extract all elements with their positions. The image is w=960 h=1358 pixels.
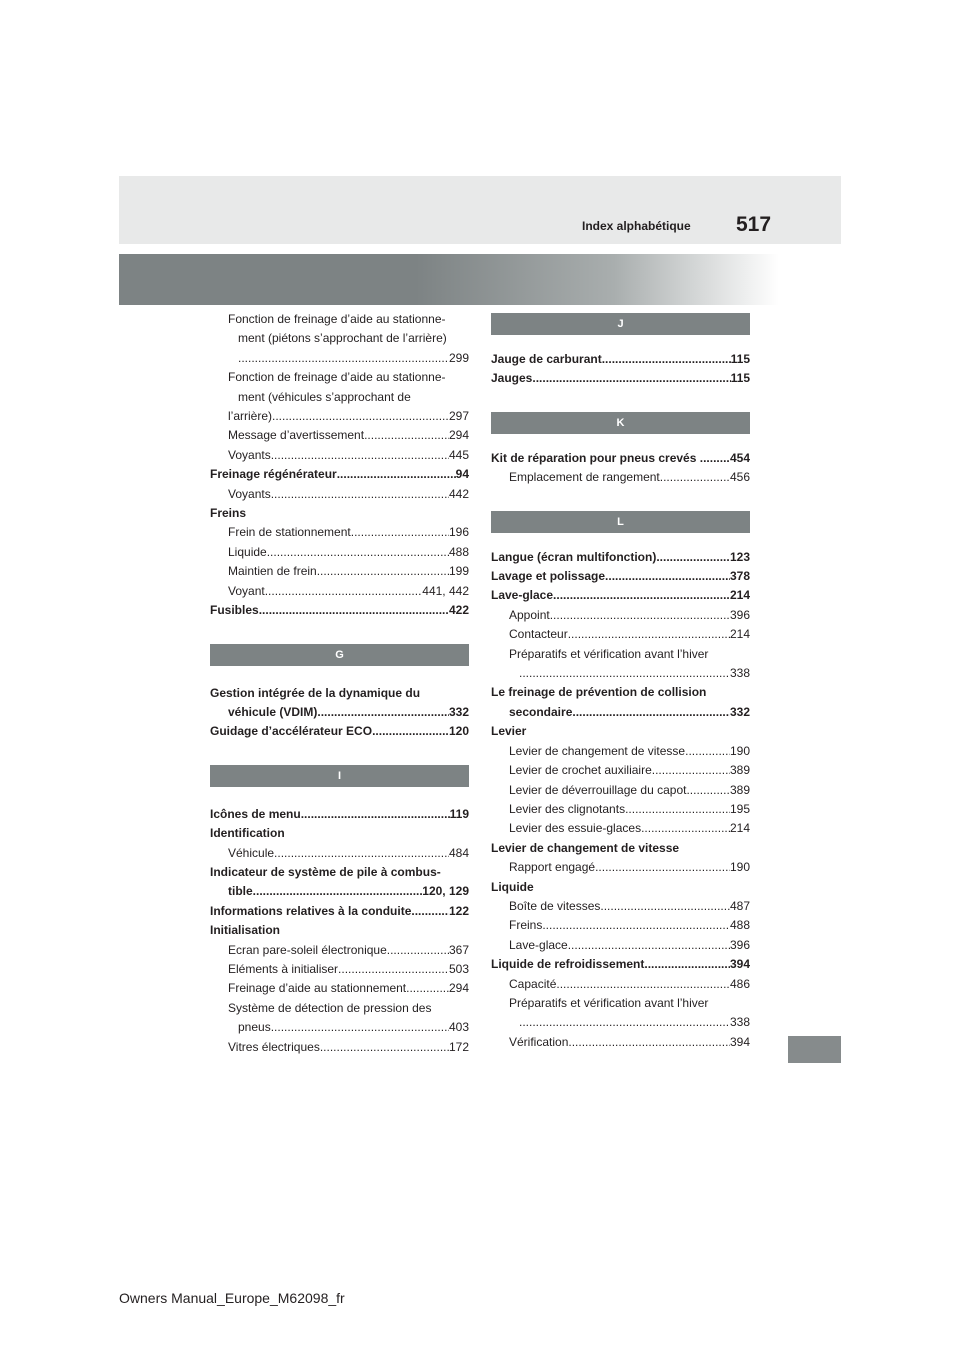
index-entry-page: 120 xyxy=(448,724,469,739)
dot-leader xyxy=(274,844,449,863)
index-section-header: L xyxy=(491,511,750,533)
index-entry xyxy=(210,388,469,407)
index-entry-label: secondaire xyxy=(509,704,573,719)
index-entry-label: Eléments à initialiser xyxy=(228,961,339,976)
index-entry xyxy=(210,426,469,445)
index-entry-label: Jauges xyxy=(491,371,533,386)
index-entry xyxy=(491,625,750,644)
index-entry-page: 487 xyxy=(729,898,750,913)
index-entry-label: ment (piétons s’approchant de l’arrière) xyxy=(238,331,447,346)
index-entry-page: 441, 442 xyxy=(422,583,469,598)
index-entry-page: 394 xyxy=(729,957,750,972)
index-entry xyxy=(491,936,750,955)
dot-leader xyxy=(600,897,730,916)
dot-leader xyxy=(320,1038,449,1057)
index-entry xyxy=(210,465,469,484)
index-entry-page: 214 xyxy=(729,588,750,603)
index-entry xyxy=(210,960,469,979)
index-entry-label: Voyant xyxy=(228,583,265,598)
dot-leader xyxy=(686,781,730,800)
index-entry xyxy=(491,975,750,994)
index-entry-label: Frein de stationnement xyxy=(228,525,351,540)
index-entry xyxy=(491,1013,750,1032)
index-entry-label: Icônes de menu xyxy=(210,806,301,821)
index-entry-page: 299 xyxy=(448,350,469,365)
page-title: Index alphabétique xyxy=(582,219,691,233)
dot-leader xyxy=(272,407,449,426)
index-entry xyxy=(210,805,469,824)
index-entry xyxy=(210,921,469,940)
index-entry xyxy=(210,882,469,901)
index-entry-label: Contacteur xyxy=(509,627,568,642)
index-entry-page: 378 xyxy=(729,569,750,584)
index-entry xyxy=(491,645,750,664)
index-entry-label: Liquide xyxy=(491,879,534,894)
index-entry-label: Levier de changement de vitesse xyxy=(491,840,680,855)
index-entry-page: 115 xyxy=(730,371,750,386)
dot-leader xyxy=(372,722,449,741)
index-entry xyxy=(491,722,750,741)
index-entry-label: ment (véhicules s’approchant de xyxy=(238,389,411,404)
index-entry-page: 123 xyxy=(729,549,750,564)
index-entry-label: Système de détection de pression des xyxy=(228,1000,432,1015)
index-entry-page: 294 xyxy=(448,981,469,996)
index-entry xyxy=(491,781,750,800)
index-entry-label: Guidage d’accélérateur ECO xyxy=(210,724,373,739)
index-entry-page: 115 xyxy=(730,352,750,366)
index-entry xyxy=(491,800,750,819)
index-entry xyxy=(491,955,750,974)
index-entry-page: 396 xyxy=(729,937,750,952)
index-entry xyxy=(491,703,750,722)
index-entry-label: Levier xyxy=(491,724,527,739)
index-entry-label: Vérification xyxy=(509,1034,569,1049)
index-entry-label: pneus xyxy=(238,1020,271,1035)
index-section-header: G xyxy=(210,644,469,666)
dot-leader xyxy=(338,960,449,979)
dot-leader xyxy=(568,625,730,644)
index-entry-label: Levier des essuie-glaces xyxy=(509,821,642,836)
dot-leader xyxy=(253,882,423,901)
index-entry-page: 332 xyxy=(729,704,750,719)
index-entry xyxy=(210,999,469,1018)
index-entry-page: 122 xyxy=(448,903,469,918)
index-entry xyxy=(210,407,469,426)
index-entry xyxy=(491,350,750,369)
index-entry-page: 214 xyxy=(729,821,750,836)
index-entry xyxy=(210,504,469,523)
index-entry-label: Kit de réparation pour pneus crevés . xyxy=(491,450,704,465)
index-entry-label: Freins xyxy=(509,918,543,933)
index-entry-label: l’arrière) xyxy=(228,409,273,424)
dot-leader xyxy=(644,955,730,974)
dot-leader xyxy=(271,485,449,504)
index-entry-page: 442 xyxy=(448,486,469,501)
index-entry-page: 94 xyxy=(455,467,469,482)
dot-leader xyxy=(406,979,449,998)
dot-leader xyxy=(550,606,730,625)
index-entry-page: 190 xyxy=(729,743,750,758)
index-entry-label: Préparatifs et vérification avant l’hiver xyxy=(509,646,709,661)
index-entry xyxy=(491,664,750,683)
index-entry xyxy=(210,844,469,863)
dot-leader xyxy=(271,446,449,465)
index-entry-label: Levier de déverrouillage du capot xyxy=(509,782,687,797)
header-band xyxy=(119,176,841,244)
dot-leader xyxy=(519,1013,730,1032)
index-entry-label: Levier de changement de vitesse xyxy=(509,743,686,758)
index-entry xyxy=(491,1033,750,1052)
index-entry xyxy=(491,858,750,877)
index-entry-label: Freinage d’aide au stationnement xyxy=(228,981,407,996)
dot-leader xyxy=(411,902,449,921)
index-entry-label: Jauge de carburant xyxy=(491,352,602,366)
index-entry-label: Capacité xyxy=(509,976,557,991)
index-entry-label: Freins xyxy=(210,506,247,521)
index-entry xyxy=(210,941,469,960)
index-entry-page: 196 xyxy=(448,525,469,540)
index-section-header: K xyxy=(491,412,750,434)
index-entry-label: Liquide de refroidissement xyxy=(491,957,645,972)
index-entry-label: Levier des clignotants xyxy=(509,801,626,816)
index-entry xyxy=(491,994,750,1013)
index-entry xyxy=(491,567,750,586)
index-section-header: J xyxy=(491,313,750,335)
dot-leader xyxy=(595,858,730,877)
index-entry-label: Gestion intégrée de la dynamique du xyxy=(210,685,421,700)
index-entry-page: 120, 129 xyxy=(422,884,469,899)
index-entry-page: 403 xyxy=(448,1020,469,1035)
index-entry xyxy=(210,368,469,387)
index-entry-label: Fusibles xyxy=(210,603,259,618)
dot-leader xyxy=(553,586,730,605)
section-side-tab xyxy=(788,1036,841,1063)
index-entry-page: 422 xyxy=(448,603,469,618)
dot-leader xyxy=(351,523,449,542)
index-entry-page: 294 xyxy=(448,428,469,443)
index-entry xyxy=(210,349,469,368)
index-entry-label: Maintien de frein xyxy=(228,564,317,579)
index-entry xyxy=(210,1018,469,1037)
index-entry-page: 332 xyxy=(448,704,469,719)
index-entry-label: Initialisation xyxy=(210,923,281,938)
index-entry-label: Lavage et polissage xyxy=(491,569,606,584)
dot-leader xyxy=(556,975,730,994)
index-entry xyxy=(491,742,750,761)
dot-leader xyxy=(625,800,730,819)
index-entry-page: 199 xyxy=(448,564,469,579)
index-entry xyxy=(491,548,750,567)
dot-leader xyxy=(238,349,449,368)
index-entry xyxy=(210,543,469,562)
index-entry-page: 394 xyxy=(729,1034,750,1049)
index-entry-label: Voyants xyxy=(228,447,271,462)
index-entry-label: Identification xyxy=(210,826,285,841)
dot-leader xyxy=(641,819,730,838)
header-gradient-band xyxy=(119,254,779,305)
index-entry xyxy=(210,684,469,703)
index-entry-page: 190 xyxy=(729,860,750,875)
dot-leader xyxy=(542,916,730,935)
page-number: 517 xyxy=(736,213,772,236)
index-entry-page: 195 xyxy=(729,801,750,816)
dot-leader xyxy=(572,703,730,722)
index-entry-label: Vitres électriques xyxy=(228,1039,320,1054)
index-entry-label: Freinage régénérateur xyxy=(210,467,337,482)
index-entry-label: Ecran pare-soleil électronique xyxy=(228,942,387,957)
index-entry xyxy=(210,485,469,504)
index-entry xyxy=(210,446,469,465)
index-entry xyxy=(491,878,750,897)
dot-leader xyxy=(301,805,450,824)
index-entry-page: 488 xyxy=(448,544,469,559)
index-entry-page: 389 xyxy=(729,763,750,778)
index-entry xyxy=(210,902,469,921)
index-entry xyxy=(491,468,750,487)
index-entry-page: 338 xyxy=(729,666,750,681)
index-entry xyxy=(210,329,469,348)
index-entry xyxy=(210,601,469,620)
index-entry-page: 454 xyxy=(729,450,750,465)
dot-leader xyxy=(364,426,449,445)
index-entry-label: Lave-glace xyxy=(491,588,554,603)
index-entry-label: Fonction de freinage d’aide au stationne- xyxy=(228,370,446,385)
index-column-left xyxy=(210,310,469,1057)
index-entry-page: 119 xyxy=(449,806,469,821)
index-entry xyxy=(210,523,469,542)
index-entry-page: 456 xyxy=(729,470,750,485)
dot-leader xyxy=(568,1033,730,1052)
index-entry-page: 338 xyxy=(729,1015,750,1030)
dot-leader xyxy=(317,562,449,581)
index-entry xyxy=(491,819,750,838)
index-entry xyxy=(210,1038,469,1057)
index-entry-page: 484 xyxy=(448,845,469,860)
index-entry-page: 172 xyxy=(448,1039,469,1054)
dot-leader xyxy=(568,936,730,955)
index-section-header: I xyxy=(210,765,469,787)
index-entry xyxy=(210,562,469,581)
dot-leader xyxy=(656,548,730,567)
dot-leader xyxy=(685,742,730,761)
index-entry-page: 486 xyxy=(729,976,750,991)
index-entry-page: 396 xyxy=(729,607,750,622)
index-entry xyxy=(491,449,750,468)
dot-leader xyxy=(317,703,449,722)
index-entry-label: Appoint xyxy=(509,607,550,622)
index-entry xyxy=(491,606,750,625)
index-entry-label: Boîte de vitesses xyxy=(509,898,601,913)
index-entry-label: Véhicule xyxy=(228,845,275,860)
dot-leader xyxy=(605,567,730,586)
index-entry xyxy=(210,703,469,722)
dot-leader xyxy=(387,941,449,960)
index-entry xyxy=(491,839,750,858)
index-entry-label: Lave-glace xyxy=(509,937,568,952)
index-entry-page: 367 xyxy=(448,942,469,957)
index-entry-page: 389 xyxy=(729,782,750,797)
index-entry xyxy=(491,761,750,780)
index-entry-label: Préparatifs et vérification avant l’hiver xyxy=(509,995,709,1010)
dot-leader xyxy=(267,543,449,562)
index-entry xyxy=(491,586,750,605)
index-entry-label: Informations relatives à la conduite xyxy=(210,903,412,918)
index-entry xyxy=(210,824,469,843)
dot-leader xyxy=(259,601,449,620)
index-entry-page: 445 xyxy=(448,447,469,462)
index-entry xyxy=(210,979,469,998)
index-entry-label: Voyants xyxy=(228,486,271,501)
index-entry-label: véhicule (VDIM) xyxy=(228,704,318,719)
index-entry-label: Levier de crochet auxiliaire xyxy=(509,763,652,778)
index-entry-label: Le freinage de prévention de collision xyxy=(491,685,707,700)
index-entry xyxy=(210,722,469,741)
index-entry-label: Message d’avertissement xyxy=(228,428,365,443)
index-entry-label: Fonction de freinage d’aide au stationne- xyxy=(228,312,446,326)
index-entry-label: Langue (écran multifonction) xyxy=(491,549,657,564)
index-entry-page: 488 xyxy=(729,918,750,933)
index-entry xyxy=(210,863,469,882)
dot-leader xyxy=(652,761,730,780)
index-entry-label: Indicateur de système de pile à combus- xyxy=(210,864,441,879)
index-entry-label: Emplacement de rangement xyxy=(509,470,660,485)
index-entry-label: tible xyxy=(228,884,253,899)
index-entry-label: Liquide xyxy=(228,544,267,559)
index-column-right xyxy=(491,313,750,1052)
index-entry xyxy=(491,369,750,388)
dot-leader xyxy=(265,582,423,601)
index-entry xyxy=(491,897,750,916)
dot-leader xyxy=(703,449,730,468)
index-entry xyxy=(210,310,469,329)
dot-leader xyxy=(337,465,456,484)
index-entry-page: 503 xyxy=(448,961,469,976)
footer-text: Owners Manual_Europe_M62098_fr xyxy=(119,1290,345,1306)
dot-leader xyxy=(519,664,730,683)
dot-leader xyxy=(602,350,731,369)
dot-leader xyxy=(660,468,730,487)
index-entry xyxy=(491,916,750,935)
index-entry xyxy=(491,683,750,702)
dot-leader xyxy=(532,369,730,388)
index-entry-label: Rapport engagé xyxy=(509,860,596,875)
dot-leader xyxy=(271,1018,449,1037)
index-entry-page: 214 xyxy=(729,627,750,642)
index-entry-page: 297 xyxy=(448,409,469,424)
index-entry xyxy=(210,582,469,601)
